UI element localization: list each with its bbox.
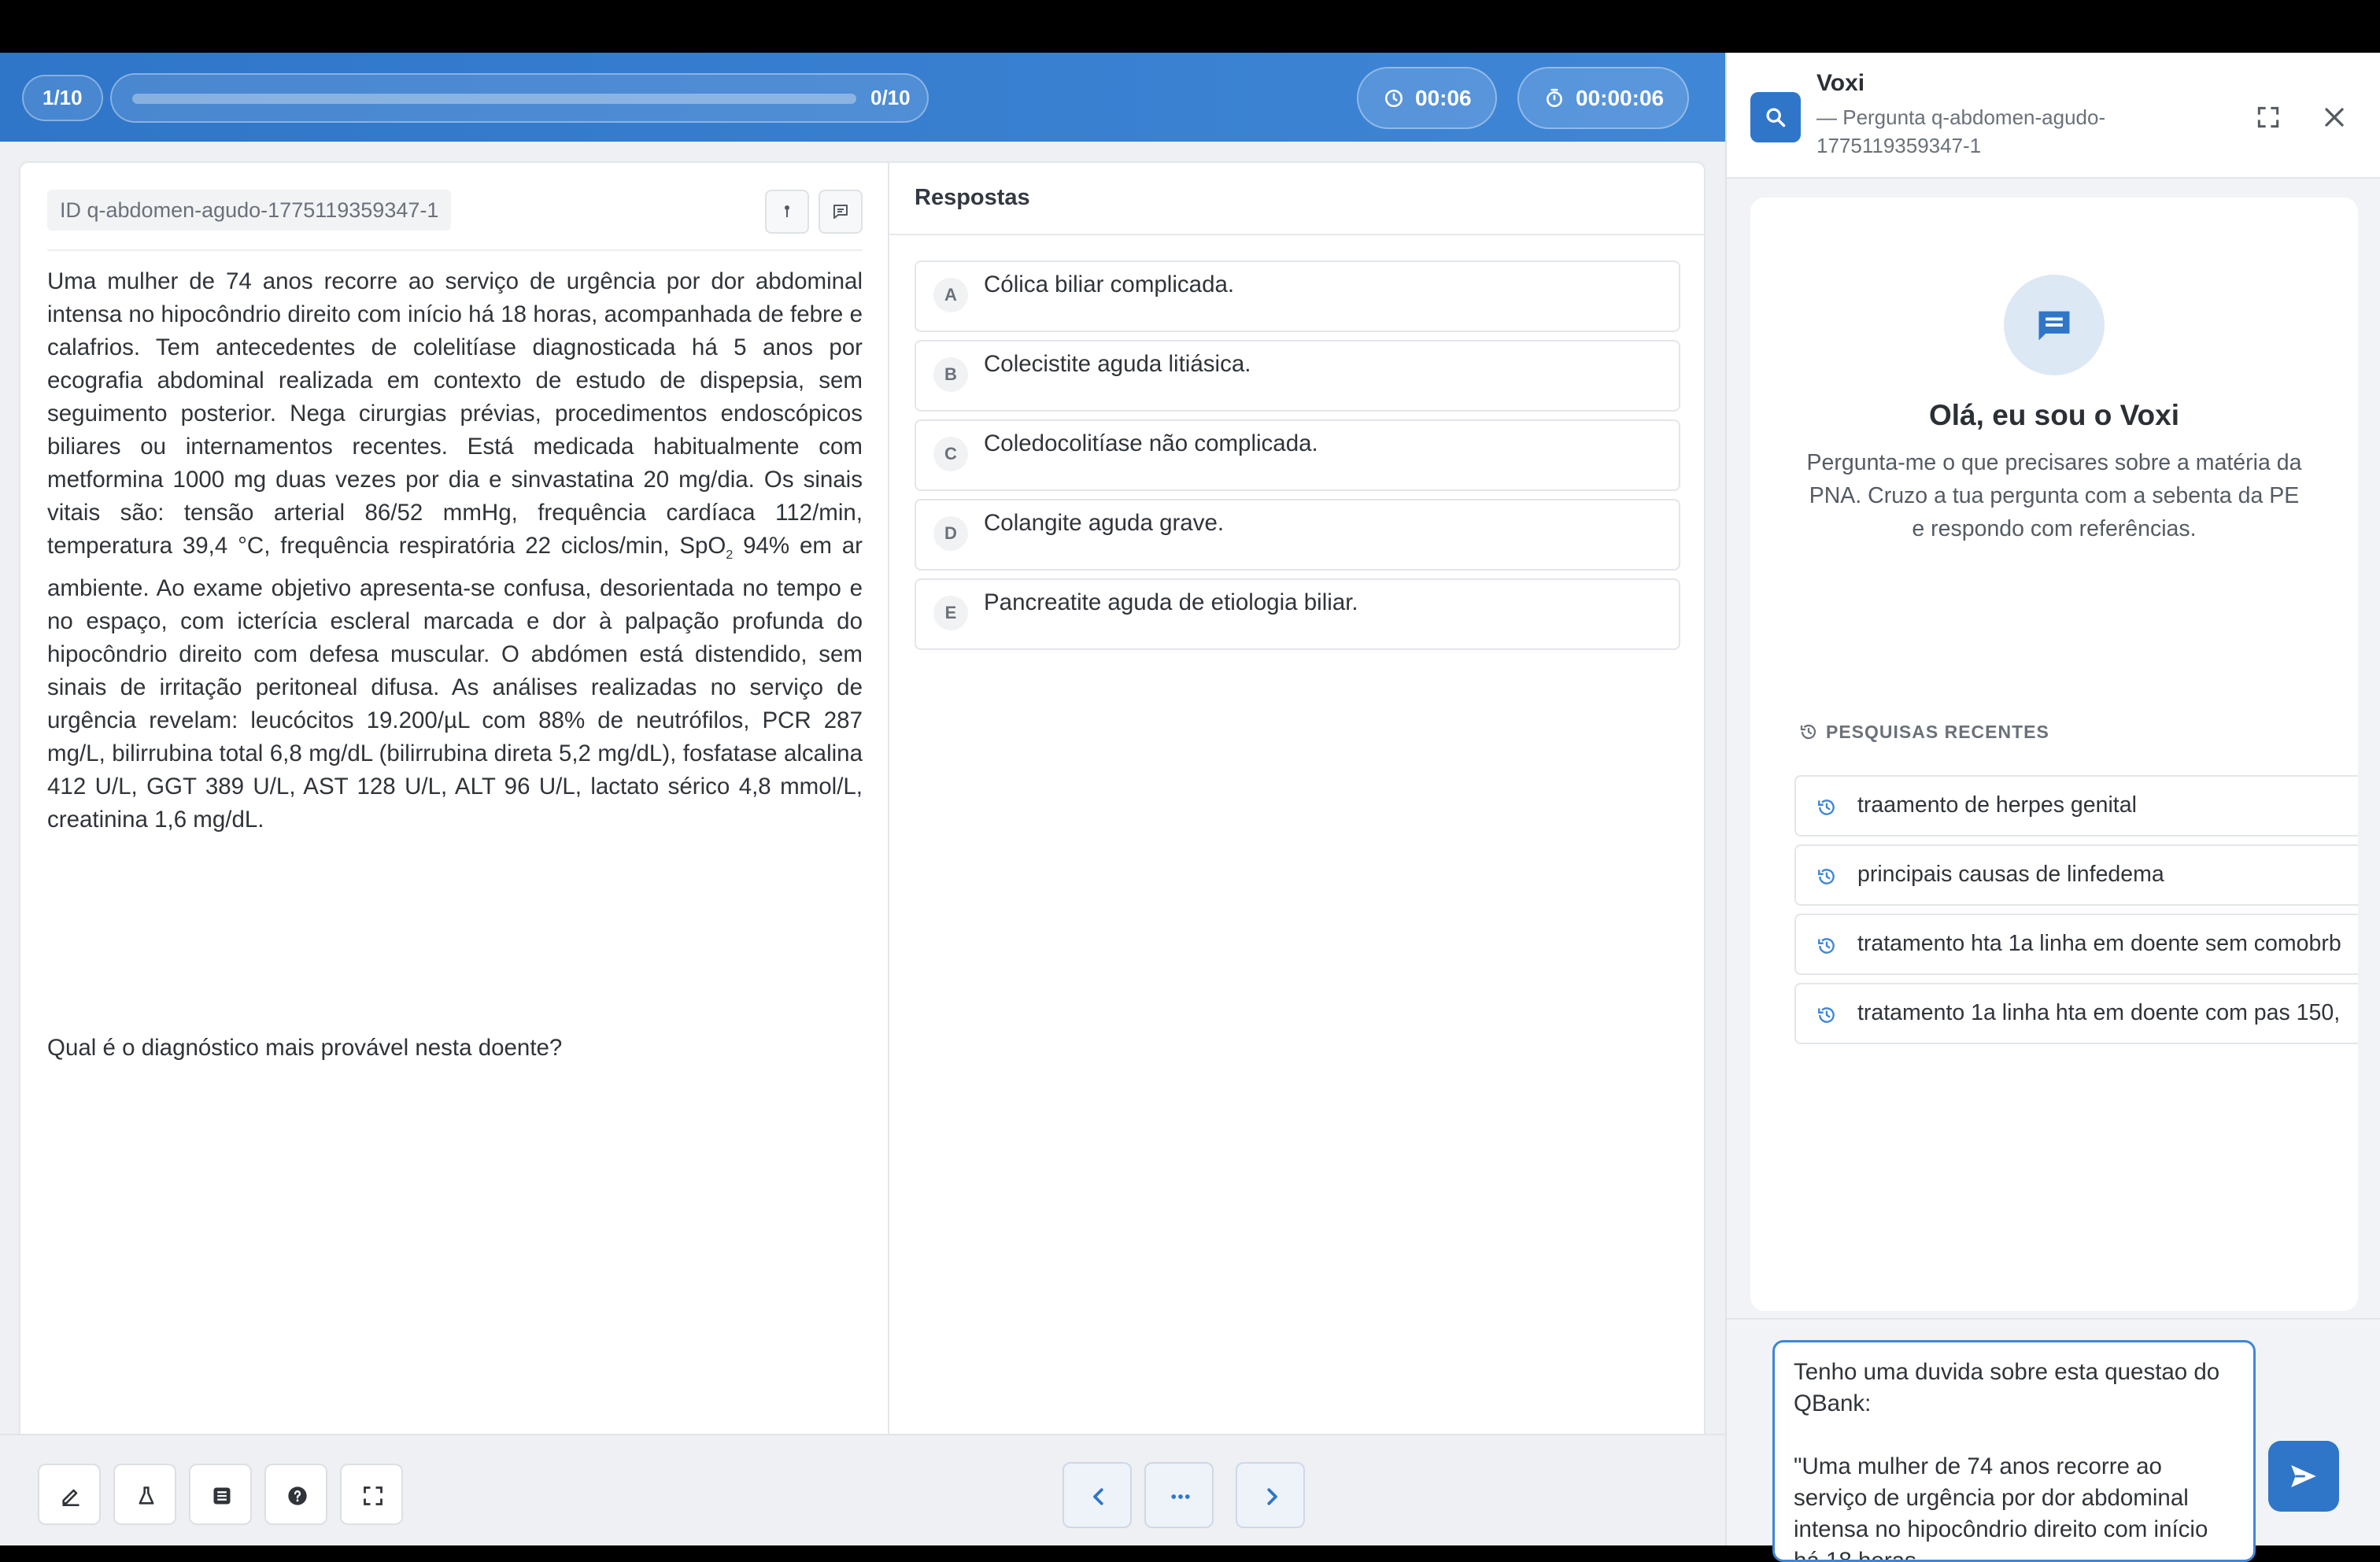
- greeting: Olá, eu sou o Voxi: [1929, 399, 2179, 431]
- answer-option-d[interactable]: [915, 499, 1680, 571]
- history-icon: [1816, 1005, 1837, 1025]
- total-timer-value: 00:00:06: [1576, 86, 1665, 110]
- stopwatch-icon: [1544, 88, 1565, 109]
- option-letter: C: [933, 437, 968, 471]
- question-prompt: Qual é o diagnóstico mais provável nesta doente?: [47, 1035, 563, 1061]
- option-letter: B: [933, 357, 968, 392]
- answer-option-a[interactable]: [915, 260, 1680, 332]
- answers-divider: [889, 234, 1706, 235]
- chat-bubble-avatar: [2004, 275, 2105, 375]
- recent-search-item[interactable]: [1794, 983, 2358, 1044]
- send-icon: [2287, 1460, 2320, 1493]
- total-timer[interactable]: [1517, 67, 1689, 129]
- answers-column: [889, 163, 1706, 1496]
- pin-button[interactable]: [765, 190, 809, 234]
- question-counter: 1/10: [22, 75, 103, 121]
- question-text: [47, 265, 863, 836]
- option-letter: E: [933, 596, 968, 630]
- fullscreen-icon: [362, 1485, 384, 1507]
- close-button[interactable]: [2319, 102, 2350, 133]
- subscript-2: 2: [726, 548, 734, 562]
- option-text: Pancreatite aguda de etiologia biliar.: [984, 589, 1358, 615]
- panel-header: [1727, 53, 2380, 179]
- more-button[interactable]: [1144, 1462, 1214, 1528]
- chevron-left-icon: [1087, 1485, 1111, 1508]
- help-icon: [286, 1485, 309, 1507]
- panel-subtitle: — Pergunta q-abdomen-agudo-1775119359347-1: [1816, 105, 2106, 157]
- intro-text: Pergunta-me o que precisares sobre a matéria da PNA. Cruzo a tua pergunta com a sebenta da PE e respondo com referências.: [1806, 450, 2302, 541]
- comment-icon: [831, 202, 850, 221]
- history-icon: [1799, 722, 1818, 741]
- expand-button[interactable]: [2252, 102, 2284, 133]
- question-timer-value: 00:06: [1415, 86, 1472, 110]
- previous-button[interactable]: [1062, 1462, 1132, 1528]
- question-card: [19, 161, 1706, 1497]
- progress-label: 0/10: [870, 86, 911, 109]
- voxi-logo: [1750, 92, 1801, 142]
- bottom-toolbar: [0, 1434, 1725, 1545]
- option-text: Cólica biliar complicada.: [984, 271, 1235, 297]
- option-letter: A: [933, 278, 968, 312]
- chevron-right-icon: [1260, 1485, 1284, 1508]
- recent-searches-label: PESQUISAS RECENTES: [1826, 722, 2049, 742]
- answer-option-c[interactable]: [915, 419, 1680, 491]
- send-button[interactable]: [2268, 1441, 2339, 1512]
- recent-search-text: tratamento hta 1a linha em doente sem comobrb: [1857, 931, 2341, 956]
- recent-searches-heading: [1799, 722, 2049, 743]
- next-button[interactable]: [1236, 1462, 1305, 1528]
- history-icon: [1816, 936, 1837, 956]
- expand-icon: [2252, 102, 2284, 133]
- answers-heading: Respostas: [915, 185, 1030, 210]
- more-icon: [1169, 1485, 1192, 1508]
- notes-button[interactable]: [189, 1464, 252, 1525]
- chat-input-area: [1727, 1318, 2380, 1545]
- voxi-panel: [1725, 53, 2380, 1545]
- panel-title: Voxi: [1816, 70, 1865, 96]
- app: [0, 53, 2380, 1545]
- recent-search-item[interactable]: [1794, 844, 2358, 906]
- question-id-tag: ID q-abdomen-agudo-1775119359347-1: [47, 190, 451, 231]
- question-timer[interactable]: [1357, 67, 1497, 129]
- option-letter: D: [933, 516, 968, 551]
- highlight-button[interactable]: [38, 1464, 101, 1525]
- question-text-part-2: 94% em ar ambiente. Ao exame objetivo apresenta-se confusa, desorientada no tempo e no espaço, com icterícia escleral marcada e dor à palpação profunda do hipocôndrio direito com defesa muscular. O abdómen está distendido, sem sinais de irritação peritoneal difusa. As análises realizadas no serviço de urgência revelam: leucócitos 19.200/µL com 88% de neutrófilos, PCR 287 mg/L, bilirrubina total 6,8 mg/dL (bilirrubina direta 5,2 mg/dL), fosfatase alcalina 412 U/L, GGT 389 U/L, AST 128 U/L, ALT 96 U/L, lactato sérico 4,8 mmol/L, creatinina 1,6 mg/dL.: [47, 533, 863, 833]
- history-icon: [1816, 866, 1837, 887]
- pencil-icon: [60, 1485, 82, 1507]
- chat-icon: [2034, 305, 2075, 345]
- question-text-part-1: Uma mulher de 74 anos recorre ao serviço de urgência por dor abdominal intensa no hipocôndrio direito com início há 18 horas, acompanhada de febre e calafrios. Tem antecedentes de colelitíase diagnosticada há 5 anos por ecografia abdominal realizada em contexto de estudo de dispepsia, sem seguimento posterior. Nega cirurgias prévias, procedimentos endoscópicos biliares ou internamentos recentes. Está medicada habitualmente com metformina 1000 mg duas vezes por dia e sinvastatina 20 mg/dia. Os sinais vitais são: tensão arterial 86/52 mmHg, frequência cardíaca 112/min, temperatura 39,4 °C, frequência respiratória 22 ciclos/min, SpO: [47, 268, 863, 559]
- option-text: Coledocolitíase não complicada.: [984, 430, 1318, 456]
- comment-button[interactable]: [819, 190, 863, 234]
- flask-icon: [135, 1485, 157, 1507]
- answer-option-e[interactable]: [915, 578, 1680, 650]
- progress-indicator: [110, 73, 929, 123]
- question-column: [20, 163, 889, 1496]
- option-text: Colangite aguda grave.: [984, 510, 1225, 536]
- clock-icon: [1384, 88, 1404, 109]
- question-divider: [47, 249, 863, 251]
- recent-search-text: principais causas de linfedema: [1857, 862, 2164, 887]
- panel-body: [1750, 198, 2358, 1311]
- notes-icon: [211, 1485, 233, 1507]
- chat-input[interactable]: [1772, 1340, 2256, 1562]
- recent-search-item[interactable]: [1794, 775, 2358, 836]
- top-bar: [0, 53, 1725, 142]
- answer-option-b[interactable]: [915, 340, 1680, 412]
- recent-search-item[interactable]: [1794, 914, 2358, 975]
- recent-search-text: traamento de herpes genital: [1857, 792, 2137, 818]
- lab-values-button[interactable]: [113, 1464, 176, 1525]
- search-icon: [1765, 106, 1787, 128]
- option-text: Colecistite aguda litiásica.: [984, 351, 1251, 377]
- fullscreen-button[interactable]: [340, 1464, 403, 1525]
- close-icon: [2319, 102, 2350, 133]
- progress-track: [132, 94, 856, 104]
- pin-icon: [778, 202, 796, 221]
- recent-search-text: tratamento 1a linha hta em doente com pas 150,: [1857, 1000, 2341, 1025]
- history-icon: [1816, 797, 1837, 818]
- help-button[interactable]: [264, 1464, 327, 1525]
